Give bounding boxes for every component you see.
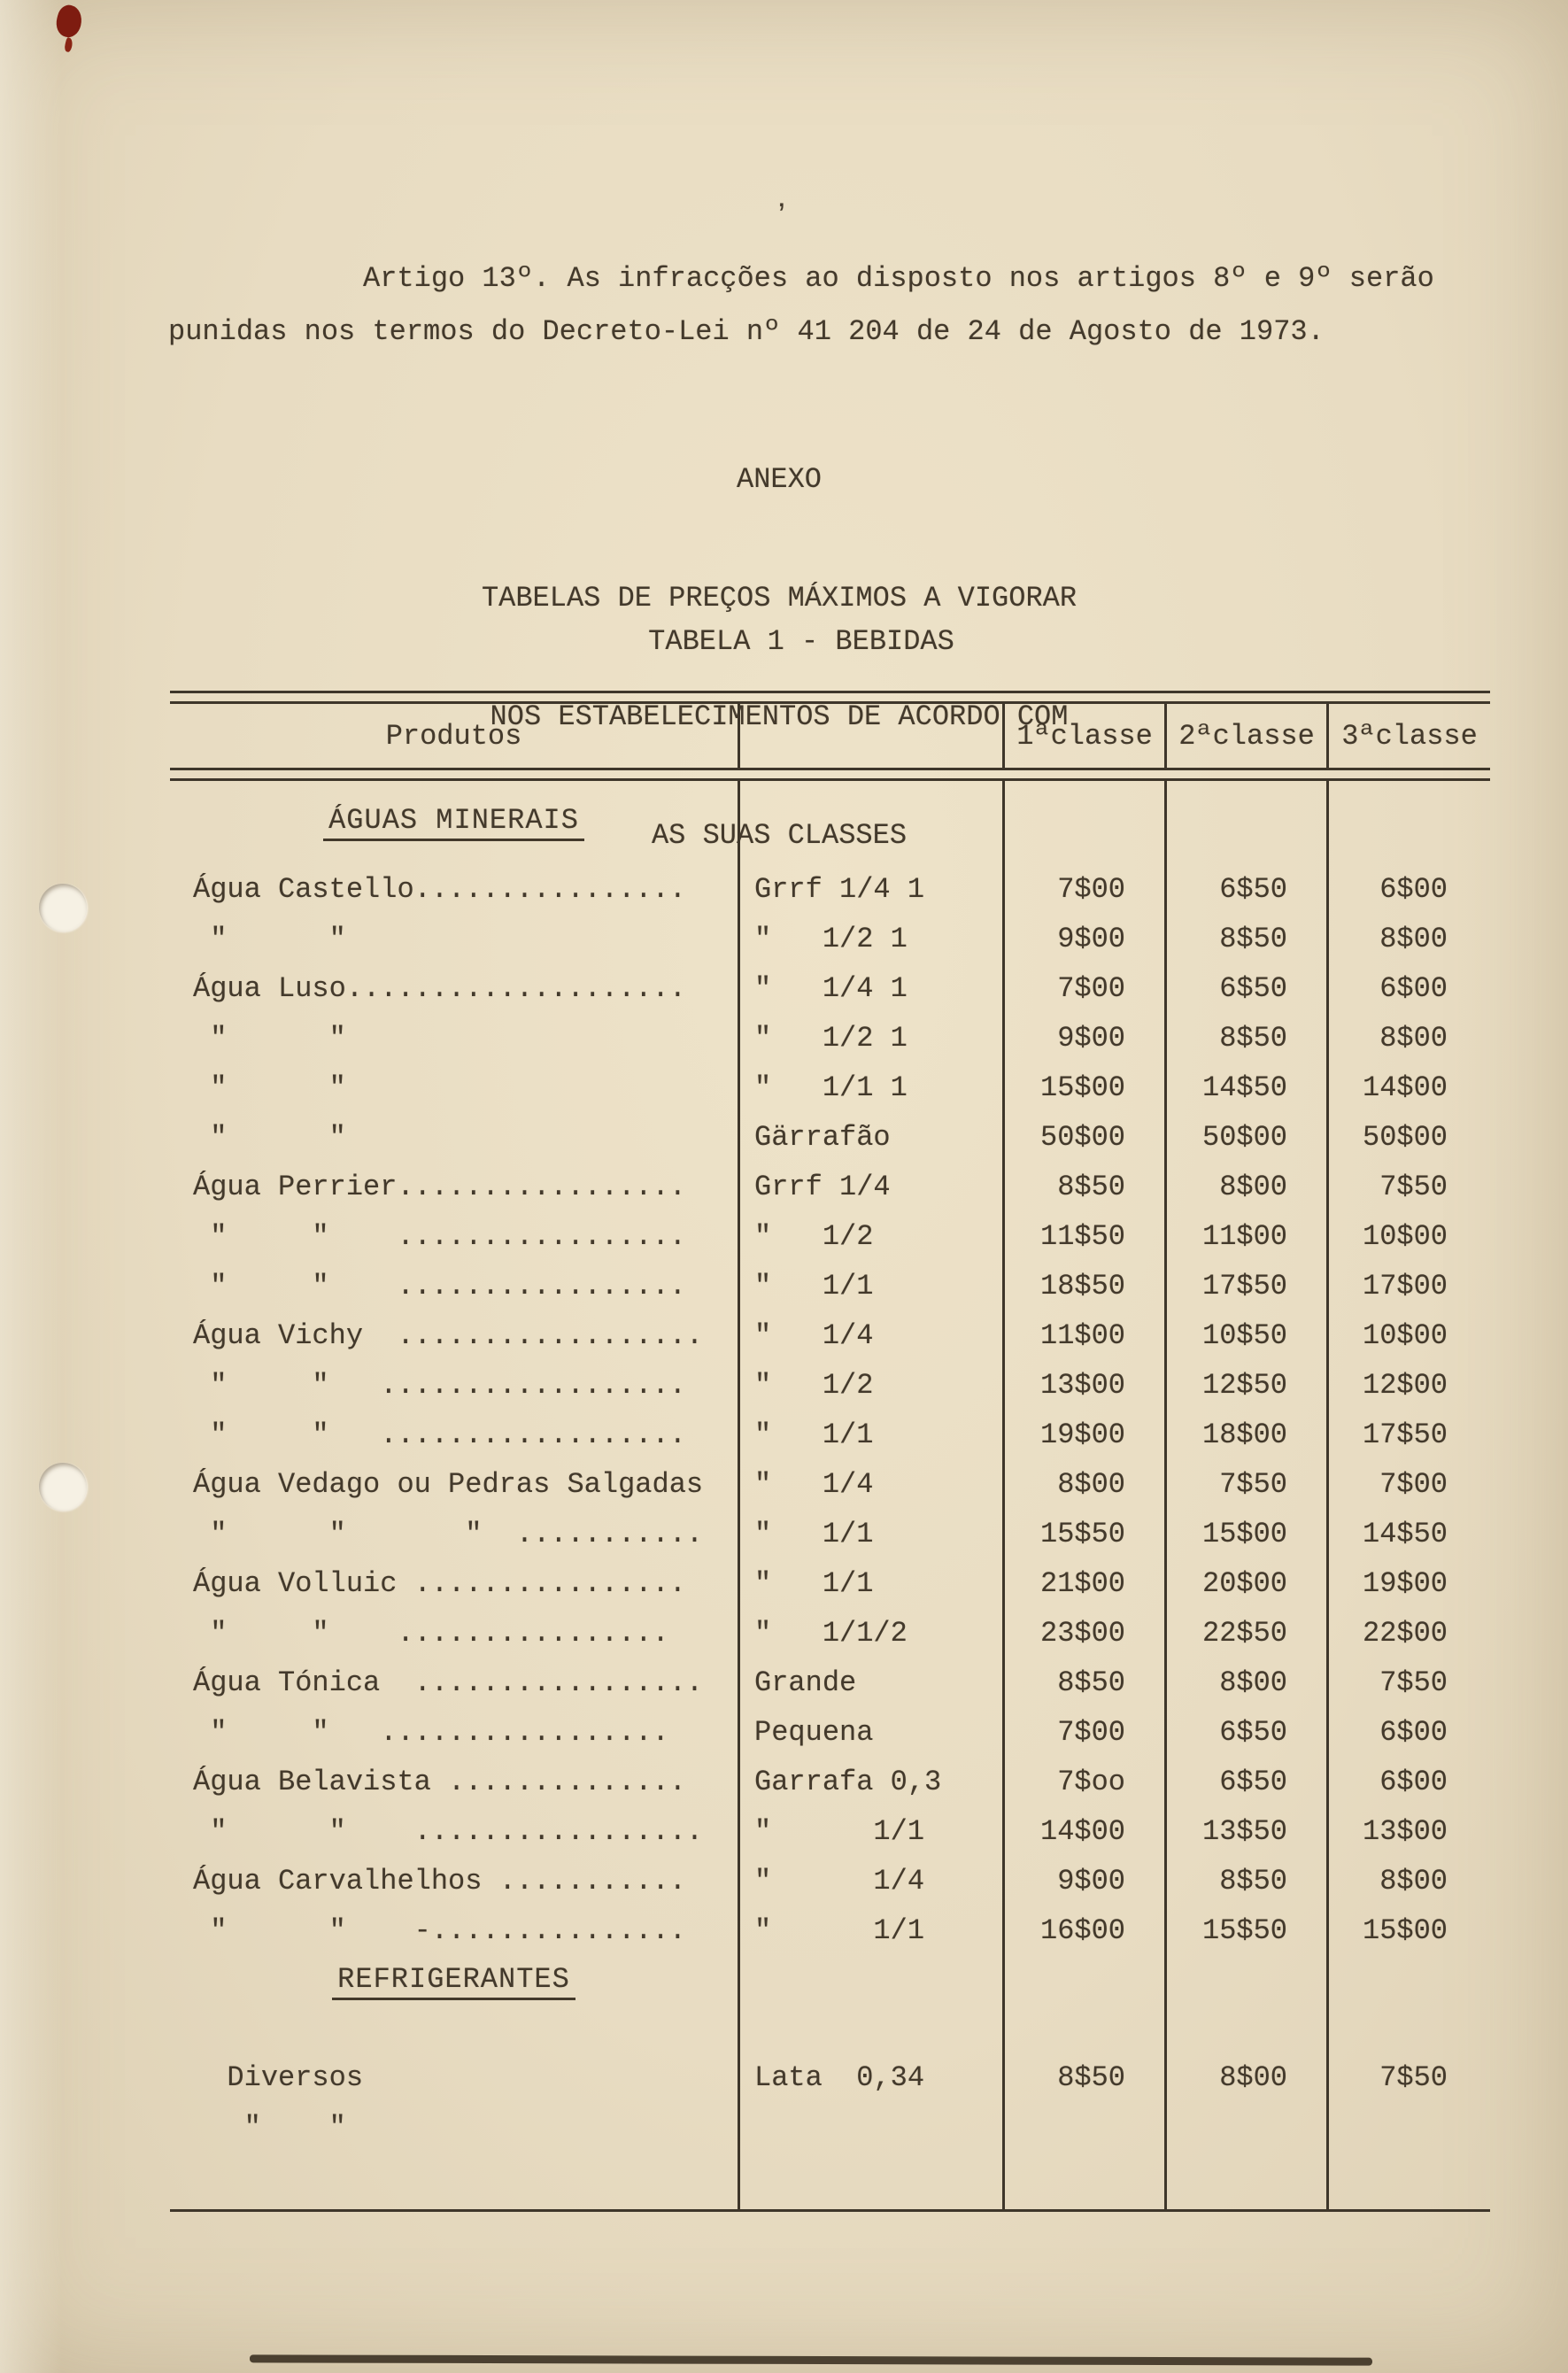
cell-price (1005, 2102, 1167, 2152)
cell-price: 6$00 (1379, 872, 1448, 906)
cell-price: 22$50 (1167, 1608, 1329, 1658)
table-row (170, 1459, 1490, 1509)
cell (1005, 2008, 1167, 2052)
cell-produto: " " " ........... (170, 1509, 740, 1558)
cell-price: 6$50 (1167, 1757, 1329, 1806)
cell-price: 13$50 (1167, 1806, 1329, 1856)
table-row (170, 963, 1490, 1013)
cell-price: 14$00 (1362, 1071, 1448, 1104)
cell-price: 15$00 (1167, 1509, 1329, 1558)
cell-price: 8$50 (1005, 1162, 1167, 1211)
cell-price: 8$00 (1167, 1162, 1329, 1211)
cell-unit: " 1/1 (740, 1905, 1005, 1955)
cell-produto: " " ................ (170, 1608, 740, 1658)
header-empty (740, 704, 1005, 768)
table-row (170, 1558, 1490, 1608)
cell-produto: Diversos (170, 2052, 740, 2102)
cell-unit: " 1/2 1 (740, 1013, 1005, 1063)
cell-unit: " 1/2 (740, 1360, 1005, 1410)
header-produtos: Produtos (170, 704, 740, 768)
cell (1329, 781, 1490, 864)
table-row (170, 1410, 1490, 1459)
cell-produto: Água Vedago ou Pedras Salgadas (170, 1459, 740, 1509)
cell-price: 13$00 (1362, 1814, 1448, 1848)
cell-unit: " 1/1 (740, 1261, 1005, 1310)
cell-produto: Água Castello................ (170, 864, 740, 914)
cell-price: 11$50 (1005, 1211, 1167, 1261)
cell-price: 15$50 (1005, 1509, 1167, 1558)
cell (1005, 2152, 1167, 2209)
section-heading-row (170, 1955, 1490, 2008)
spacer-row (170, 2008, 1490, 2052)
scan-left-light-edge (0, 0, 62, 2373)
table-row (170, 1757, 1490, 1806)
hole-punch-top (39, 884, 87, 931)
header-classe-3: 3ªclasse (1341, 719, 1478, 753)
cell-price: 7$00 (1005, 1707, 1167, 1757)
cell-produto: " " (170, 1063, 740, 1112)
cell (1005, 781, 1167, 864)
cell-unit: Pequena (740, 1707, 1005, 1757)
cell (1167, 1955, 1329, 2008)
table-row (170, 1013, 1490, 1063)
cell-unit (740, 2102, 1005, 2152)
cell-unit: " 1/1 (740, 1558, 1005, 1608)
cell-unit: " 1/4 (740, 1459, 1005, 1509)
header-classe-1: 1ªclasse (1005, 704, 1167, 768)
cell-produto: " " -............... (170, 1905, 740, 1955)
cell-produto: " " ................. (170, 1707, 740, 1757)
cell-price: 18$50 (1005, 1261, 1167, 1310)
cell (170, 2008, 740, 2052)
cell-price: 9$00 (1005, 1856, 1167, 1905)
cell-price: 6$00 (1379, 971, 1448, 1005)
cell-price: 14$00 (1005, 1806, 1167, 1856)
cell-price: 8$50 (1005, 2052, 1167, 2102)
cell-price: 10$00 (1362, 1219, 1448, 1253)
table-row (170, 1112, 1490, 1162)
cell-price: 50$00 (1005, 1112, 1167, 1162)
cell-price: 18$00 (1167, 1410, 1329, 1459)
cell-price: 14$50 (1362, 1517, 1448, 1550)
cell-unit: Gärrafão (740, 1112, 1005, 1162)
cell-unit: " 1/1 (740, 1509, 1005, 1558)
table-row (170, 1806, 1490, 1856)
cell-price: 17$50 (1362, 1418, 1448, 1451)
cell-price: 21$00 (1005, 1558, 1167, 1608)
cell-price: 8$00 (1379, 922, 1448, 955)
cell-produto: " " .................. (170, 1410, 740, 1459)
cell-price: 17$50 (1167, 1261, 1329, 1310)
table-row (170, 1162, 1490, 1211)
cell-price: 6$50 (1167, 864, 1329, 914)
cell-price: 15$50 (1167, 1905, 1329, 1955)
cell-price: 8$50 (1167, 1856, 1329, 1905)
cell-price: 7$50 (1379, 2060, 1448, 2094)
cell-unit: " 1/1 (740, 1806, 1005, 1856)
cell-price: 12$00 (1362, 1368, 1448, 1402)
intro-paragraph-line2: punidas nos termos do Decreto-Lei nº 41 204 de 24 de Agosto de 1973. (168, 315, 1325, 348)
cell-produto: " " .................. (170, 1360, 740, 1410)
table-row (170, 1310, 1490, 1360)
cell-price: 10$50 (1167, 1310, 1329, 1360)
cell (1167, 2008, 1329, 2052)
table-row (170, 1856, 1490, 1905)
cell (1329, 1955, 1490, 2008)
cell-price: 8$00 (1005, 1459, 1167, 1509)
table-body (170, 781, 1490, 2212)
cell-price: 14$50 (1167, 1063, 1329, 1112)
cell-produto: Água Perrier................. (170, 1162, 740, 1211)
annex-title: ANEXO (736, 463, 822, 496)
table-row (170, 1608, 1490, 1658)
cell-unit: " 1/4 1 (740, 963, 1005, 1013)
cell-price: 19$00 (1362, 1566, 1448, 1600)
cell (740, 1955, 1005, 2008)
cell-price: 8$00 (1167, 2052, 1329, 2102)
cell (740, 2152, 1005, 2209)
header-bottom-rule (170, 768, 1490, 781)
cell-produto: " " ................. (170, 1261, 740, 1310)
section-heading-row (170, 781, 1490, 864)
cell-produto: " " (170, 2102, 740, 2152)
cell-price: 7$50 (1167, 1459, 1329, 1509)
cell (1005, 1955, 1167, 2008)
cell-price: 7$50 (1379, 1666, 1448, 1699)
cell-price: 11$00 (1005, 1310, 1167, 1360)
scan-bottom-edge (250, 2354, 1372, 2365)
header-classe-2: 2ªclasse (1167, 704, 1329, 768)
hole-punch-bottom (39, 1463, 87, 1511)
cell-produto: " " (170, 1112, 740, 1162)
cell-price: 6$50 (1167, 1707, 1329, 1757)
table-row (170, 1509, 1490, 1558)
table-row (170, 1261, 1490, 1310)
cell-price (1167, 2102, 1329, 2152)
cell-price: 20$00 (1167, 1558, 1329, 1608)
cell-produto: " " (170, 1013, 740, 1063)
table-top-rule (170, 691, 1490, 704)
cell-unit: " 1/1/2 (740, 1608, 1005, 1658)
cell-unit: " 1/4 (740, 1310, 1005, 1360)
cell-price: 23$00 (1005, 1608, 1167, 1658)
table-row (170, 1211, 1490, 1261)
cell-unit: Garrafa 0,3 (740, 1757, 1005, 1806)
table-row (170, 1658, 1490, 1707)
cell (740, 781, 1005, 864)
cell-produto: Água Vichy .................. (170, 1310, 740, 1360)
cell (1167, 781, 1329, 864)
cell-unit: " 1/2 (740, 1211, 1005, 1261)
table-row (170, 1707, 1490, 1757)
cell-unit: " 1/4 (740, 1856, 1005, 1905)
cell-price: 12$50 (1167, 1360, 1329, 1410)
cell-price: 8$50 (1005, 1658, 1167, 1707)
cell-produto: " " ................. (170, 1806, 740, 1856)
table-header-row (170, 704, 1490, 768)
spacer-row (170, 2152, 1490, 2209)
table-row (170, 864, 1490, 914)
cell-price: 7$50 (1379, 1170, 1448, 1203)
cell (1329, 2152, 1490, 2209)
cell-unit: Grrf 1/4 (740, 1162, 1005, 1211)
cell-unit: Grande (740, 1658, 1005, 1707)
table-row (170, 2102, 1490, 2152)
intro-paragraph-line1: Artigo 13º. As infracções ao disposto nos artigos 8º e 9º serão (363, 262, 1434, 295)
cell-produto: Água Carvalhelhos ........... (170, 1856, 740, 1905)
cell-price: 16$00 (1005, 1905, 1167, 1955)
table-row (170, 1360, 1490, 1410)
price-table (170, 691, 1490, 2212)
cell-price: 17$00 (1362, 1269, 1448, 1302)
cell-price: 6$00 (1379, 1765, 1448, 1798)
cell-unit: Grrf 1/4 1 (740, 864, 1005, 914)
annex-subtitle-1: TABELAS DE PREÇOS MÁXIMOS A VIGORAR (481, 582, 1078, 615)
annex-subtitle-3: AS SUAS CLASSES (651, 819, 908, 852)
section-title: ÁGUAS MINERAIS (323, 804, 584, 841)
cell-price: 8$00 (1379, 1864, 1448, 1898)
cell-price: 7$00 (1379, 1467, 1448, 1501)
table-title: TABELA 1 - BEBIDAS (648, 625, 954, 658)
cell-price: 7$oo (1005, 1757, 1167, 1806)
cell-price: 50$00 (1362, 1120, 1448, 1154)
cell-produto: " " (170, 914, 740, 963)
cell-unit: Lata 0,34 (740, 2052, 1005, 2102)
cell-price: 13$00 (1005, 1360, 1167, 1410)
cell-produto: Água Volluic ................ (170, 1558, 740, 1608)
cell (1329, 2008, 1490, 2052)
cell-price: 6$00 (1379, 1715, 1448, 1749)
cell (170, 1955, 740, 2008)
cell-price: 6$50 (1167, 963, 1329, 1013)
cell-price: 8$50 (1167, 1013, 1329, 1063)
table-row (170, 914, 1490, 963)
cell-unit: " 1/1 (740, 1410, 1005, 1459)
cell-price: 9$00 (1005, 1013, 1167, 1063)
cell (1167, 2152, 1329, 2209)
cell-produto: Água Luso.................... (170, 963, 740, 1013)
cell-price: 22$00 (1362, 1616, 1448, 1650)
cell-price: 8$00 (1379, 1021, 1448, 1055)
cell-produto: Água Belavista .............. (170, 1757, 740, 1806)
cell (170, 2152, 740, 2209)
stray-mark: ʼ (772, 200, 792, 236)
cell-produto: " " ................. (170, 1211, 740, 1261)
cell-price: 8$00 (1167, 1658, 1329, 1707)
cell-price: 19$00 (1005, 1410, 1167, 1459)
annex-subtitle-2: NOS ESTABELECIMENTOS DE ACORDO COM (490, 700, 1069, 733)
cell-unit: " 1/1 1 (740, 1063, 1005, 1112)
cell-price: 7$00 (1005, 963, 1167, 1013)
cell-price (1329, 2102, 1490, 2152)
cell-price: 11$00 (1167, 1211, 1329, 1261)
cell-price: 7$00 (1005, 864, 1167, 914)
cell-price: 8$50 (1167, 914, 1329, 963)
cell-price: 9$00 (1005, 914, 1167, 963)
cell-unit: " 1/2 1 (740, 914, 1005, 963)
cell (170, 781, 740, 864)
table-row (170, 1063, 1490, 1112)
cell-price: 15$00 (1005, 1063, 1167, 1112)
cell (740, 2008, 1005, 2052)
table-row (170, 2052, 1490, 2102)
section-title: REFRIGERANTES (332, 1963, 575, 2000)
cell-produto: Água Tónica ................. (170, 1658, 740, 1707)
cell-price: 15$00 (1362, 1913, 1448, 1947)
cell-price: 50$00 (1167, 1112, 1329, 1162)
cell-price: 10$00 (1362, 1318, 1448, 1352)
table-row (170, 1905, 1490, 1955)
